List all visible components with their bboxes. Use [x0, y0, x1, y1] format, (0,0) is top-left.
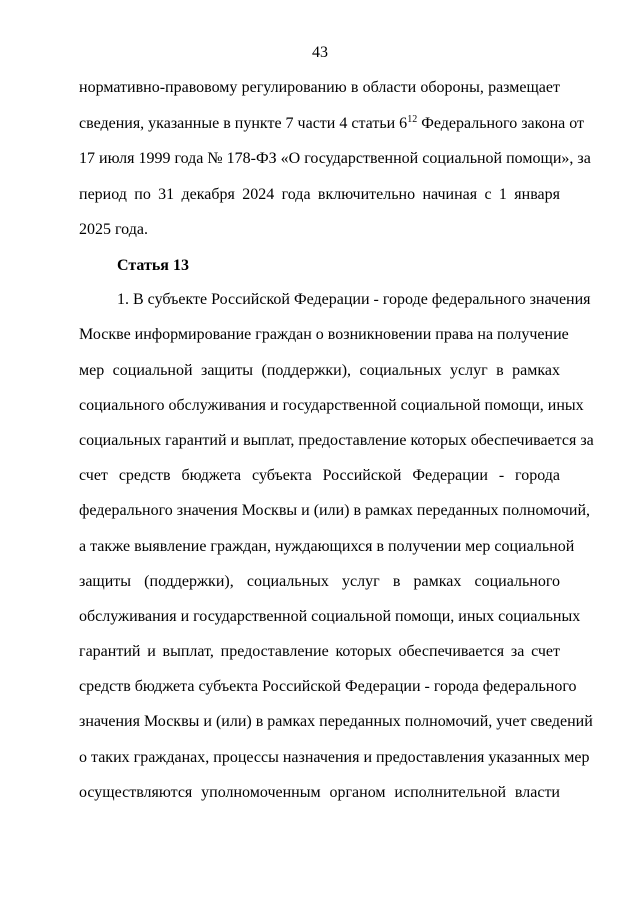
text-line: 2025 года. — [79, 221, 148, 238]
text-line: а также выявление граждан, нуждающихся в получении мер социальной — [79, 538, 575, 555]
text-fragment: Федерального закона от — [417, 115, 585, 132]
text-line: осуществляются уполномоченным органом исполнительной власти — [79, 784, 560, 801]
text-line — [79, 114, 585, 134]
text-line: о таких гражданах, процессы назначения и предоставления указанных мер — [79, 749, 590, 766]
superscript: 12 — [407, 114, 418, 125]
text-line: защиты (поддержки), социальных услуг в рамках социального — [79, 573, 560, 590]
page-number: 43 — [312, 44, 328, 61]
text-line: гарантий и выплат, предоставление которых обеспечивается за счет — [79, 643, 560, 660]
text-line: мер социальной защиты (поддержки), социальных услуг в рамках — [79, 362, 560, 379]
text-line: 17 июля 1999 года № 178-ФЗ «О государственной социальной помощи», за — [79, 150, 591, 167]
text-line: значения Москвы и (или) в рамках переданных полномочий, учет сведений — [79, 713, 593, 730]
text-line: социальных гарантий и выплат, предоставление которых обеспечивается за — [79, 432, 594, 449]
text-line: Москве информирование граждан о возникновении права на получение — [79, 326, 569, 343]
text-line: счет средств бюджета субъекта Российской Федерации - города — [79, 467, 560, 484]
text-fragment: сведения, указанные в пункте 7 части 4 статьи 6 — [79, 115, 408, 132]
text-line: федерального значения Москвы и (или) в рамках переданных полномочий, — [79, 502, 591, 519]
text-line: социального обслуживания и государственной социальной помощи, иных — [79, 397, 584, 414]
article-heading: Статья 13 — [117, 257, 189, 274]
text-line: нормативно-правовому регулированию в области обороны, размещает — [79, 79, 560, 96]
text-line: период по 31 декабря 2024 года включительно начиная с 1 января — [79, 186, 560, 203]
text-line: 1. В субъекте Российской Федерации - городе федерального значения — [117, 291, 591, 308]
text-line: обслуживания и государственной социальной помощи, иных социальных — [79, 608, 581, 625]
text-line: средств бюджета субъекта Российской Федерации - города федерального — [79, 678, 577, 695]
